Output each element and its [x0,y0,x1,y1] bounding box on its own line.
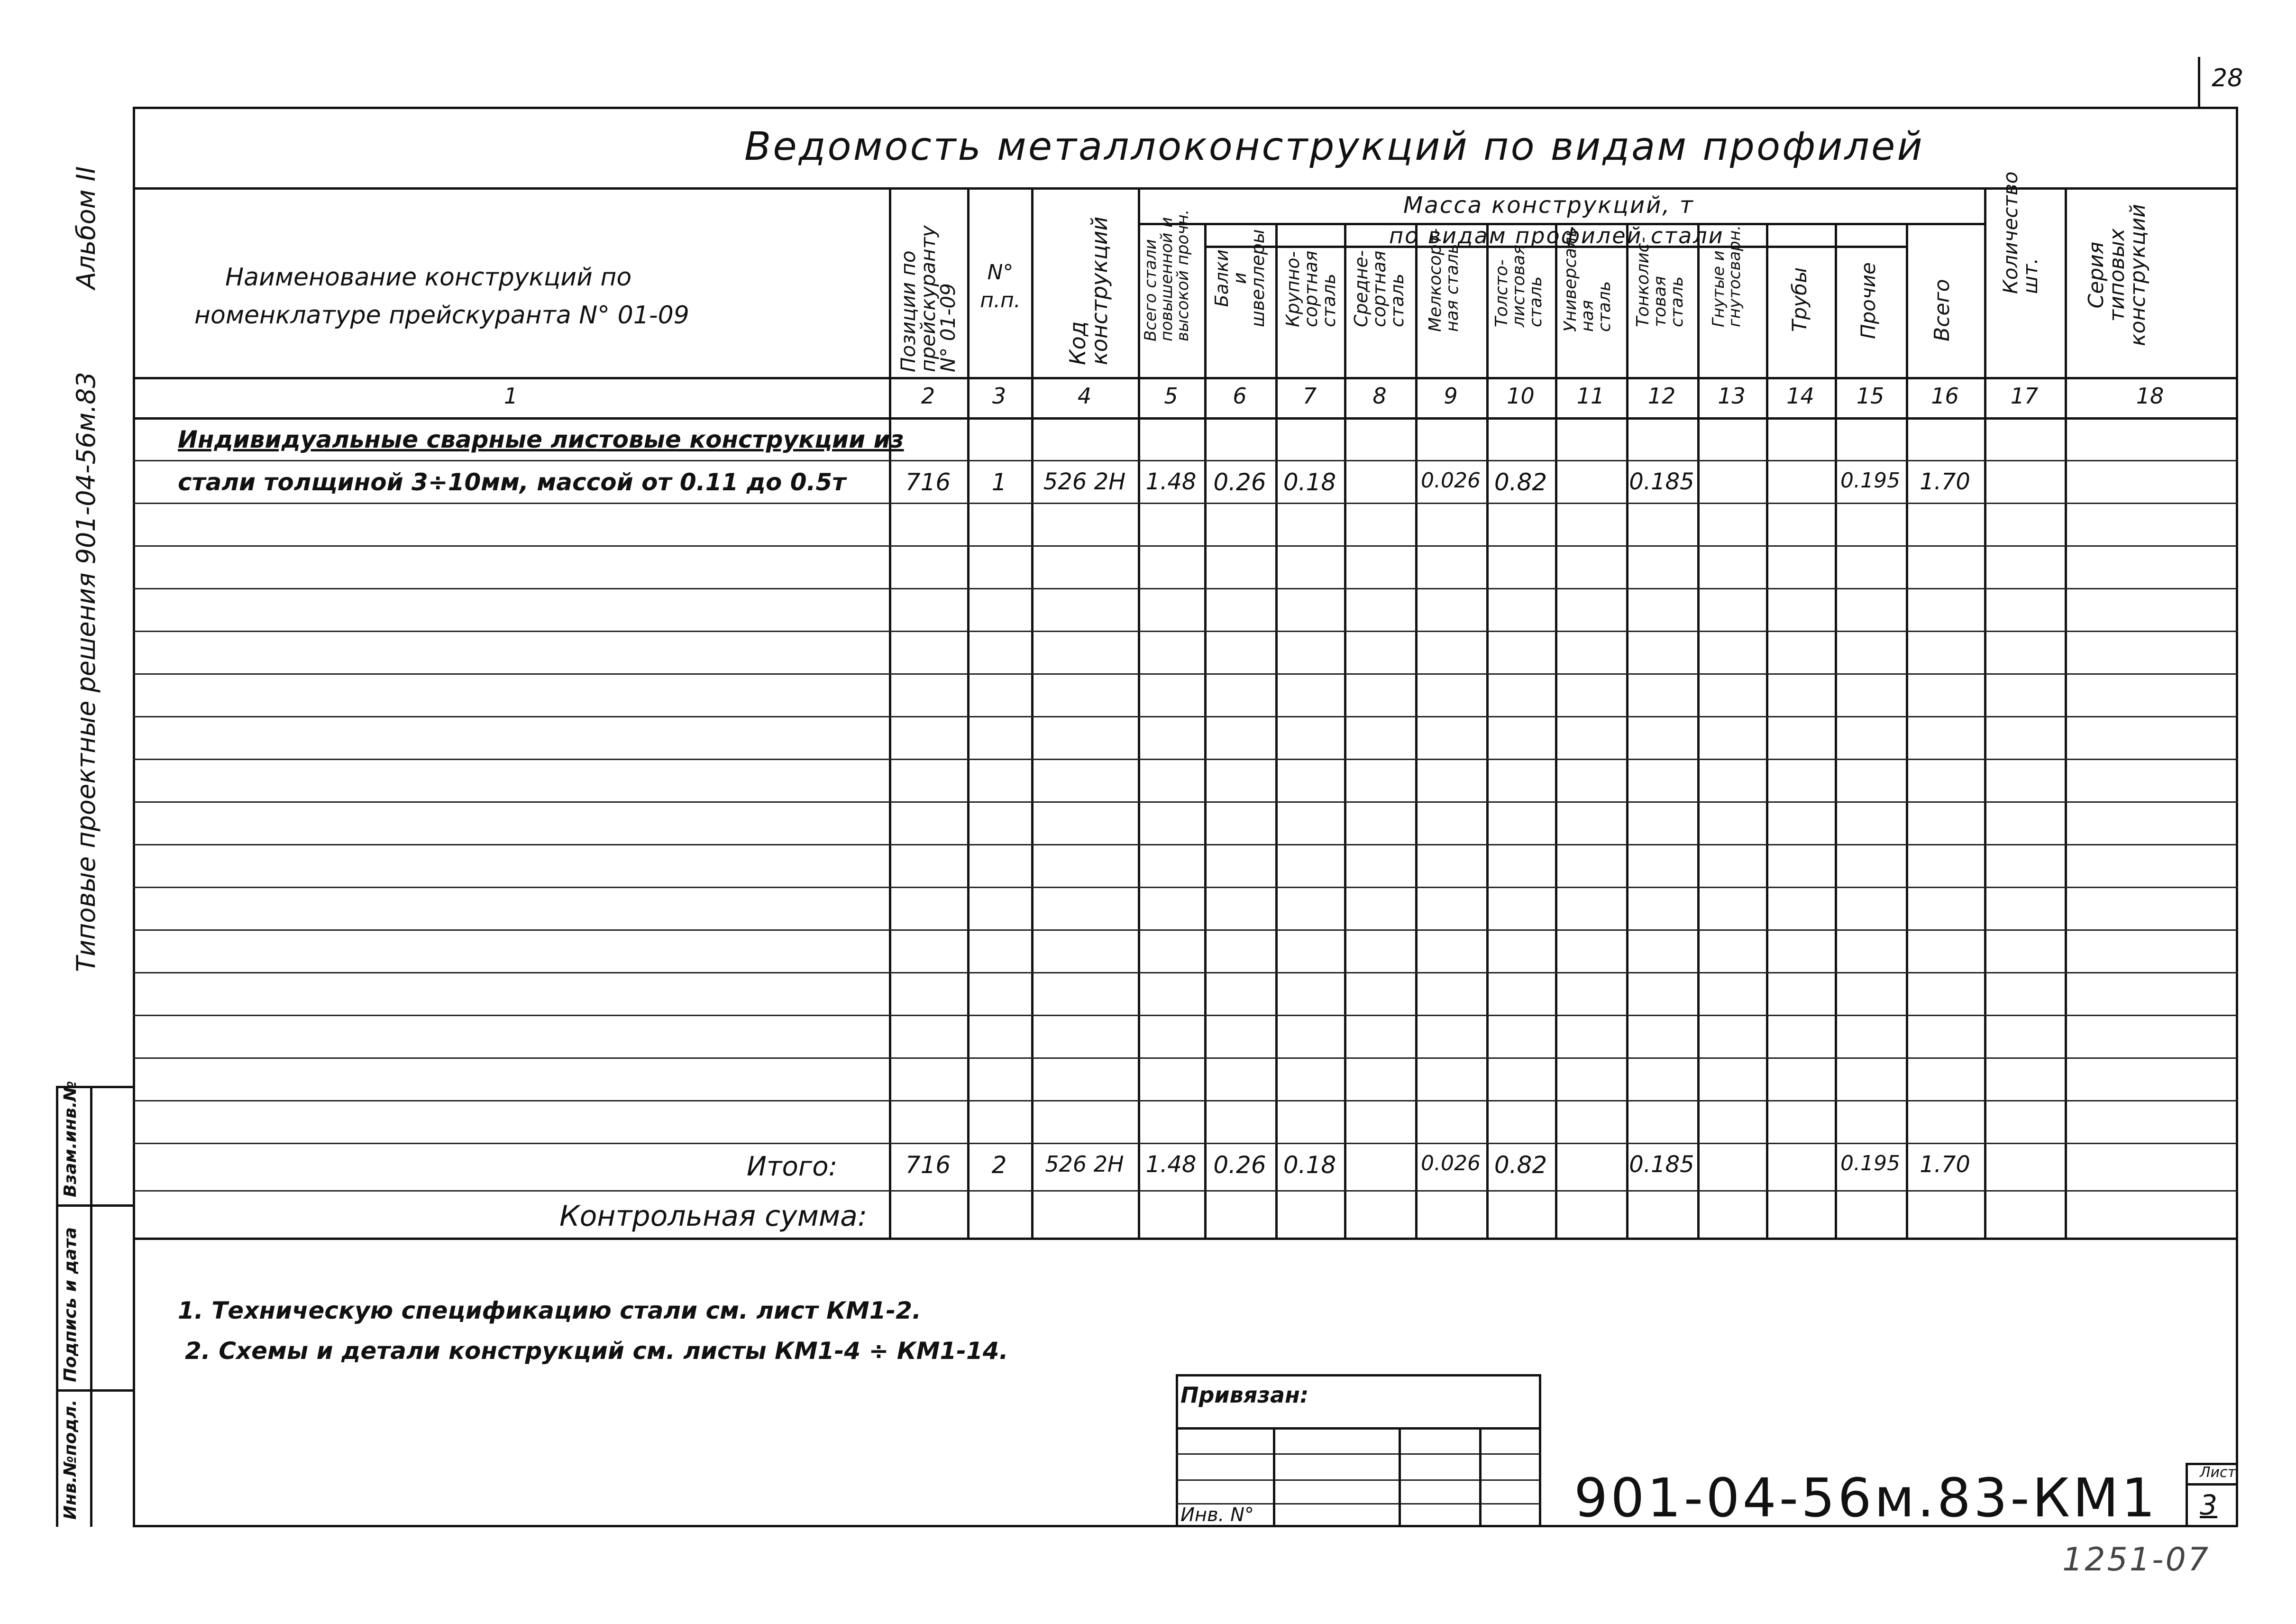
header-code: Код конструкций [1065,216,1112,365]
total-code: 526 2Н [1045,1151,1124,1177]
document-code: 901-04-56м.83-КМ1 [1574,1468,2159,1529]
colnum-4: 4 [1077,383,1092,409]
header-series: Серия типовых конструкций [2084,204,2150,346]
total-thick-plate: 0.82 [1494,1151,1547,1179]
total-position: 716 [905,1151,951,1179]
total-large-section: 0.18 [1283,1151,1336,1179]
note-1: 1. Техническую спецификацию стали см. лист КМ1-2. [178,1297,922,1324]
item-description-line1: Индивидуальные сварные листовые конструкции из [178,426,904,453]
total-np: 2 [991,1151,1007,1179]
note-2: 2. Схемы и детали конструкций см. листы КМ1-4 ÷ КМ1-14. [185,1337,1008,1365]
item-position: 716 [905,468,951,496]
stamp-sign-date: Подпись и дата [61,1227,80,1382]
header-large-section: Крупно- сортная сталь [1282,250,1339,327]
header-mass-group: Масса конструкций, т [1403,192,1694,219]
header-bent: Гнутые и гнутосварн. [1709,225,1744,327]
colnum-9: 9 [1444,383,1458,409]
checksum-label: Контрольная сумма: [559,1200,868,1233]
colnum-5: 5 [1164,383,1178,409]
header-high-strength: Всего стали повышенной и высокой прочн. [1141,209,1192,341]
header-thick-plate: Толсто- листовая сталь [1492,244,1546,327]
item-np: 1 [991,468,1007,496]
page-number: 28 [2212,64,2243,92]
header-quantity: Количество шт. [1999,171,2042,294]
linked-label: Привязан: [1180,1382,1309,1408]
total-thin-plate: 0.185 [1629,1151,1694,1178]
header-thin-plate: Тонколис- товая сталь [1633,237,1687,327]
header-np: N° п.п. [980,260,1021,313]
table-title: Ведомость металлоконструкций по видам профилей [744,124,1924,169]
item-code: 526 2Н [1043,468,1126,495]
total-small-section: 0.026 [1421,1151,1481,1175]
colnum-2: 2 [921,383,935,409]
colnum-10: 10 [1507,383,1535,409]
header-small-section: Мелкосорт- ная сталь [1426,228,1462,332]
item-high-strength: 1.48 [1145,468,1197,495]
colnum-13: 13 [1718,383,1746,409]
header-name-line1: Наименование конструкций по [225,263,632,292]
colnum-12: 12 [1647,383,1676,409]
item-thin-plate: 0.185 [1629,468,1694,495]
item-small-section: 0.026 [1421,468,1481,493]
header-beams: Балки и швеллеры [1211,229,1268,327]
header-name-line2: номенклатуре прейскуранта N° 01-09 [194,301,689,330]
colnum-14: 14 [1786,383,1814,409]
header-pipes: Трубы [1788,267,1811,332]
item-total: 1.70 [1920,468,1970,495]
stamp-inv-orig: Инв.№подл. [61,1399,80,1520]
item-thick-plate: 0.82 [1494,468,1547,496]
header-universal: Универсаль ная сталь [1561,227,1614,332]
item-description-line2: стали толщиной 3÷10мм, массой от 0.11 до 0.5т [178,468,846,496]
colnum-3: 3 [992,383,1006,409]
colnum-15: 15 [1856,383,1884,409]
colnum-17: 17 [2010,383,2039,409]
header-profile-group: по видам профилей стали [1389,223,1724,248]
side-title-series: Типовые проектные решения 901-04-56м.83 [71,372,101,972]
colnum-8: 8 [1372,383,1387,409]
total-label: Итого: [747,1151,838,1182]
colnum-7: 7 [1302,383,1317,409]
colnum-18: 18 [2136,383,2164,409]
header-total: Всего [1930,279,1954,341]
item-other: 0.195 [1840,468,1900,493]
sheet-label: Лист [2200,1464,2236,1481]
corner-stamp: 1251-07 [2062,1541,2211,1578]
item-beams: 0.26 [1213,468,1266,496]
total-other: 0.195 [1840,1151,1900,1175]
sheet-number: 3 [2200,1489,2217,1521]
colnum-11: 11 [1576,383,1605,409]
total-total: 1.70 [1920,1151,1970,1178]
item-large-section: 0.18 [1283,468,1336,496]
colnum-1: 1 [503,383,518,409]
header-other: Прочие [1857,262,1880,339]
side-title-album: Альбом II [71,166,101,289]
colnum-16: 16 [1931,383,1959,409]
total-beams: 0.26 [1213,1151,1266,1179]
header-positions: Позиции по прейскуранту N° 01-09 [896,225,960,372]
colnum-6: 6 [1233,383,1247,409]
inv-no-label: Инв. N° [1180,1504,1254,1526]
header-medium-section: Средне- сортная сталь [1351,250,1408,327]
stamp-ref-no: Взам.инв.№ [61,1081,80,1197]
total-high-strength: 1.48 [1145,1151,1197,1178]
